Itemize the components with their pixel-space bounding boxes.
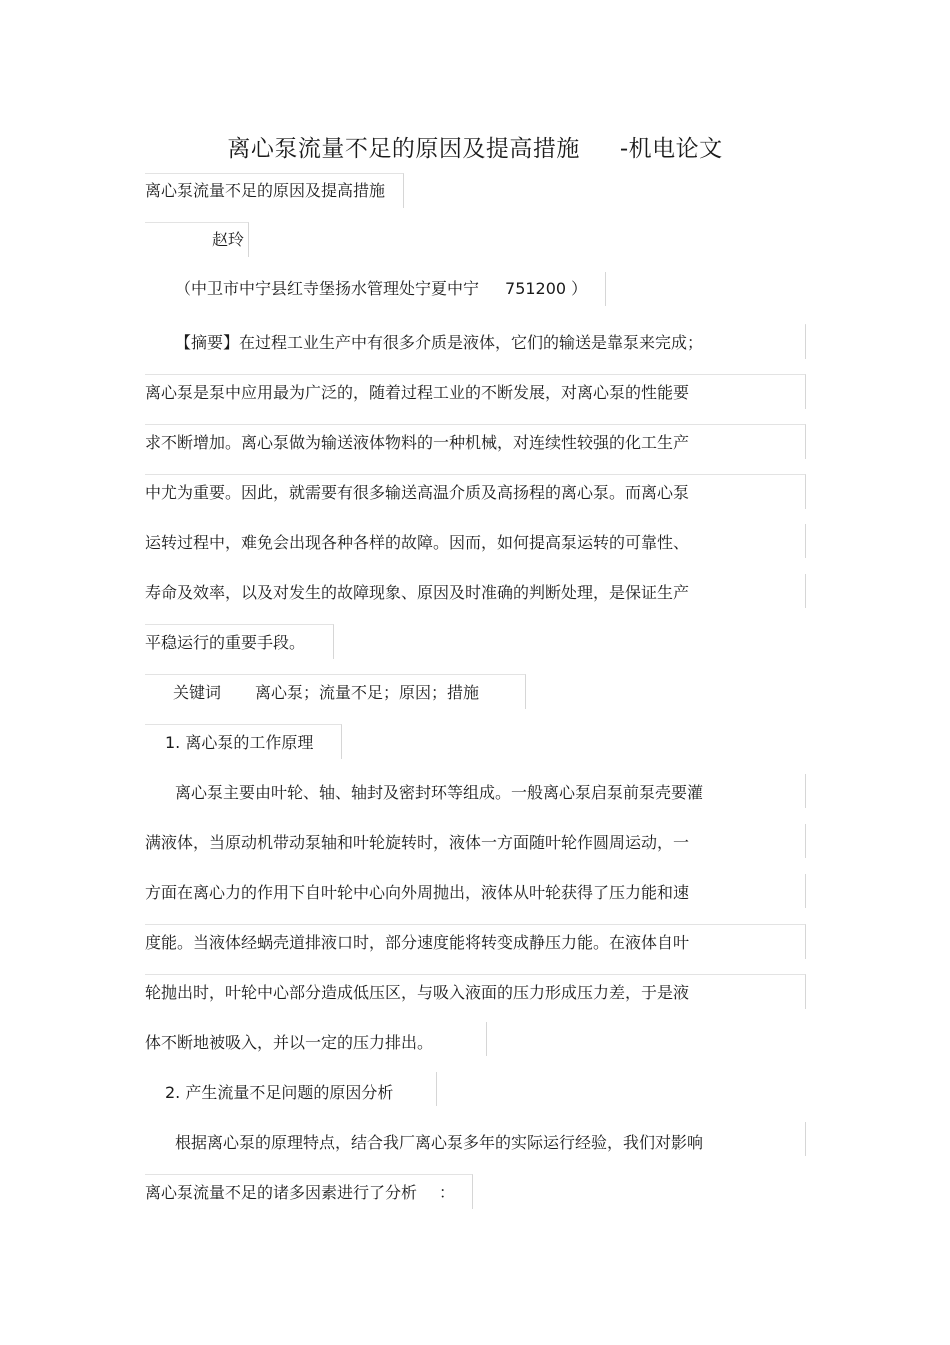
section-heading: 2. 产生流量不足问题的原因分析 — [165, 1083, 394, 1102]
keywords-value: 离心泵；流量不足；原因；措施 — [255, 683, 480, 702]
body-line: 方面在离心力的作用下自叶轮中心向外周抛出，液体从叶轮获得了压力能和速 — [145, 883, 690, 902]
abstract-line: 中尤为重要。因此，就需要有很多输送高温介质及高扬程的离心泵。而离心泵 — [145, 483, 690, 502]
body-line: 满液体，当原动机带动泵轴和叶轮旋转时，液体一方面随叶轮作圆周运动，一 — [145, 833, 690, 852]
title-suffix: -机电论文 — [619, 136, 723, 162]
abstract-line: 平稳运行的重要手段。 — [145, 633, 306, 652]
abstract-line: 【摘要】在过程工业生产中有很多介质是液体，它们的输送是靠泵来完成； — [175, 333, 704, 352]
body-line: 根据离心泵的原理特点，结合我厂离心泵多年的实际运行经验，我们对影响 — [175, 1133, 704, 1152]
author: 赵玲 — [145, 226, 249, 257]
section-heading: 1. 离心泵的工作原理 — [165, 733, 314, 752]
body-line: 轮抛出时，叶轮中心部分造成低压区，与吸入液面的压力形成压力差，于是液 — [145, 983, 690, 1002]
subtitle: 离心泵流量不足的原因及提高措施 — [145, 177, 404, 208]
keywords-label: 关键词 — [173, 683, 222, 702]
body-line: 度能。当液体经蜗壳道排液口时，部分速度能将转变成静压力能。在液体自叶 — [145, 933, 690, 952]
abstract-line: 求不断增加。离心泵做为输送液体物料的一种机械，对连续性较强的化工生产 — [145, 433, 690, 452]
abstract-line: 运转过程中，难免会出现各种各样的故障。因而，如何提高泵运转的可靠性、 — [145, 533, 690, 552]
affiliation-text: （中卫市中宁县红寺堡扬水管理处宁夏中宁 — [175, 279, 480, 298]
affiliation-code: 751200 ） — [505, 279, 588, 298]
title-main: 离心泵流量不足的原因及提高措施 — [227, 136, 580, 162]
abstract-line: 寿命及效率，以及对发生的故障现象、原因及时准确的判断处理，是保证生产 — [145, 583, 690, 602]
body-line: 离心泵流量不足的诸多因素进行了分析 ： — [145, 1183, 456, 1202]
body-line: 体不断地被吸入，并以一定的压力排出。 — [145, 1033, 434, 1052]
abstract-line: 离心泵是泵中应用最为广泛的，随着过程工业的不断发展，对离心泵的性能要 — [145, 383, 690, 402]
trailing-colon: ： — [439, 1183, 456, 1202]
affiliation — [145, 276, 606, 306]
document-title — [0, 130, 950, 163]
body-line: 离心泵主要由叶轮、轴、轴封及密封环等组成。一般离心泵启泵前泵壳要灌 — [175, 783, 704, 802]
